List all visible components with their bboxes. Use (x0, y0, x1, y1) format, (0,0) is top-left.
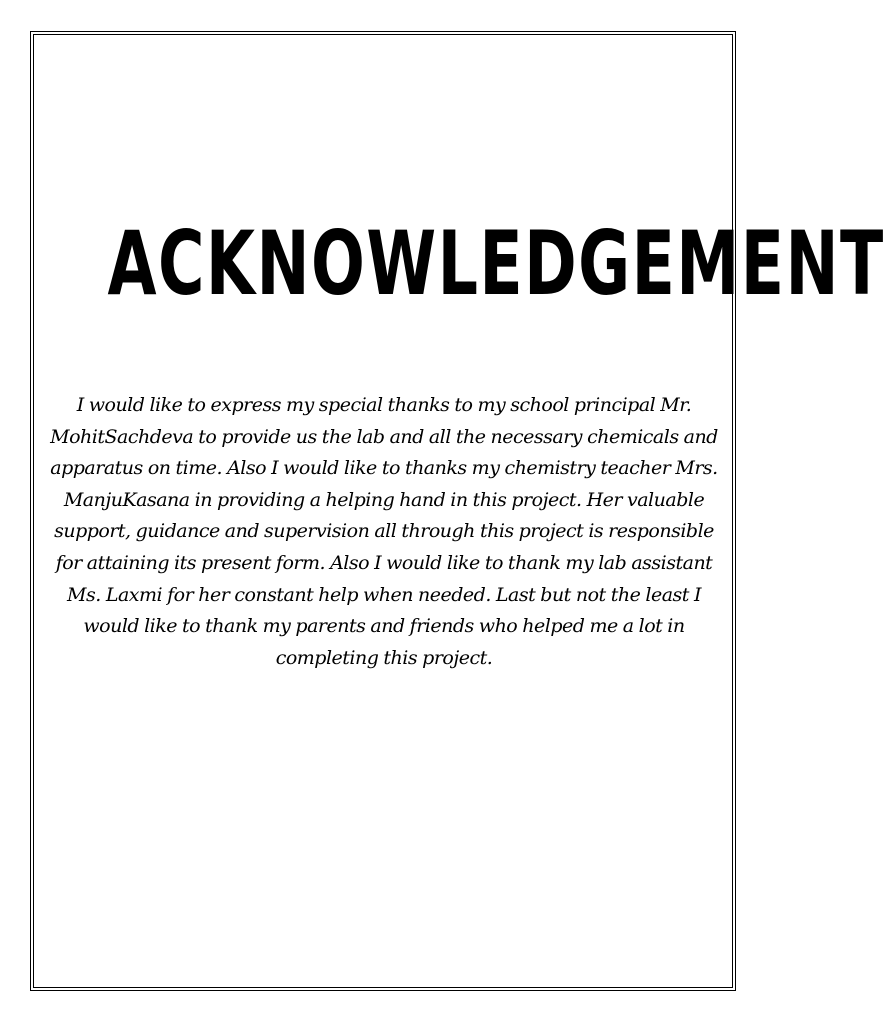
page-title: ACKNOWLEDGEMENT (107, 212, 885, 315)
acknowledgement-paragraph: I would like to express my special thanks to my school principal Mr. MohitSachdeva to provide us the lab and all the necessary chemicals and apparatus on time. Also I would like to thanks my chemistry teacher Mrs. ManjuKasana in providing a helping hand in this project. Her valuable support, guidance and supervision all through this project is responsible for attaining its present form. Also I would like to thank my lab assistant Ms. Laxmi for her constant help when needed. Last but not the least I would like to thank my parents and friends who helped me a lot in completing this project. (50, 394, 718, 669)
